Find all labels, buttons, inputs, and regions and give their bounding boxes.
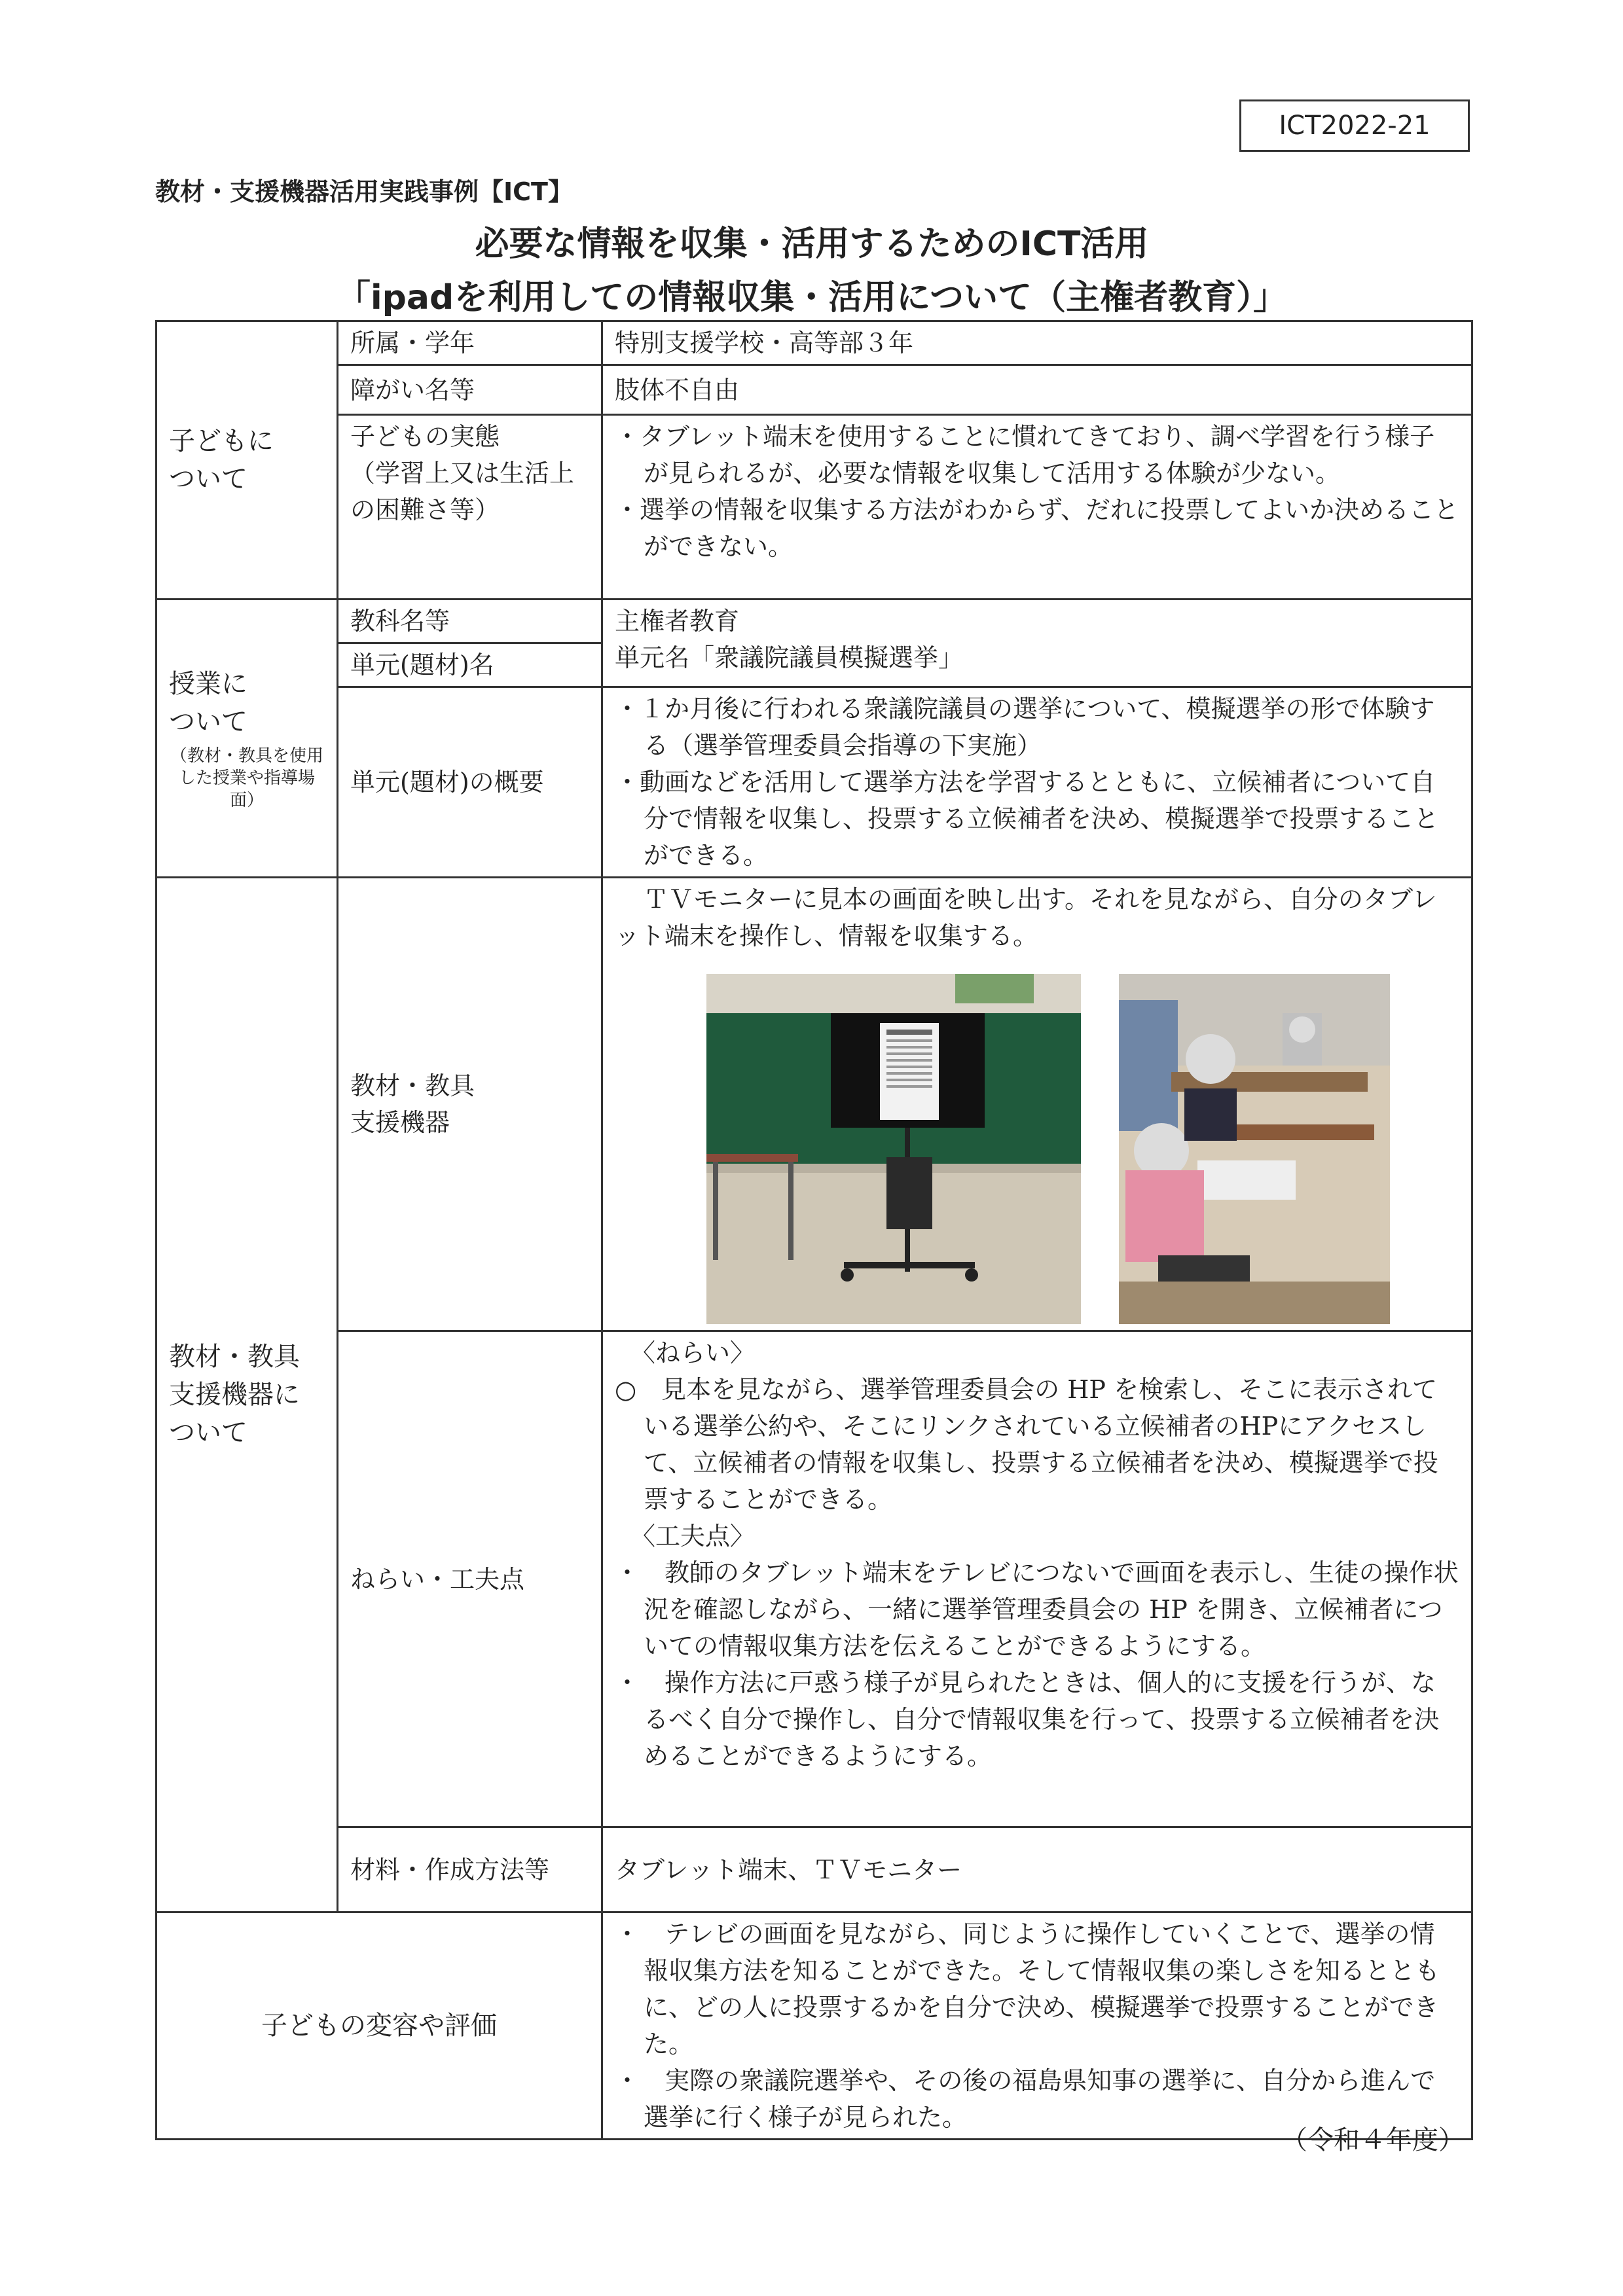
- aims-item: ○ 見本を見ながら、選挙管理委員会の HP を検索し、そこに表示されている選挙公約や、そこにリンクされている立候補者のHPにアクセスして、立候補者の情報を収集し、投票する立候補者を決め、模擬選挙で投票することができる。: [615, 1375, 1438, 1514]
- evaluation-header: [156, 1912, 602, 2140]
- page-title: 必要な情報を収集・活用するためのICT活用: [475, 224, 1149, 264]
- students-tablets-photo: [1119, 974, 1390, 1324]
- classroom-tv-image: [706, 974, 1081, 1324]
- state-item: ・タブレット端末を使用することに慣れてきており、調べ学習を行う様子が見られるが、必要な情報を収集して活用する体験が少ない。: [615, 422, 1435, 488]
- affiliation-value: 特別支援学校・高等部３年: [602, 321, 1472, 365]
- photo-area: [615, 954, 1459, 1327]
- practice-table: [155, 320, 1473, 2140]
- students-tablets-image: [1119, 974, 1390, 1324]
- category-heading: 教材・支援機器活用実践事例【ICT】: [155, 177, 573, 206]
- unit-label: 単元(題材)名: [338, 643, 602, 687]
- evaluation-item: ・ テレビの画面を見ながら、同じように操作していくことで、選挙の情報収集方法を知ることができた。そして情報収集の楽しさを知るとともに、どの人に投票するかを自分で決め、模擬選挙で投票することができた。: [615, 1920, 1440, 2058]
- state-label: [338, 415, 602, 600]
- disability-label: 障がい名等: [338, 365, 602, 415]
- tools-label: [338, 878, 602, 1331]
- tools-value: [602, 878, 1472, 1331]
- subject-value: 主権者教育: [615, 607, 740, 636]
- disability-value: 肢体不自由: [602, 365, 1472, 415]
- lesson-section-title: 授業に ついて: [169, 669, 247, 737]
- overview-label: 単元(題材)の概要: [338, 687, 602, 878]
- subject-unit-value: [602, 600, 1472, 687]
- unit-value: 単元名「衆議院議員模擬選挙」: [615, 643, 964, 672]
- classroom-tv-photo: [706, 974, 1081, 1324]
- lesson-section-note: （教材・教具を使用した授業や指導場面）: [170, 746, 323, 810]
- aims-label: ねらい・工夫点: [338, 1331, 602, 1827]
- overview-item: ・動画などを活用して選挙方法を学習するとともに、立候補者について自分で情報を収集し、投票する立候補者を決め、模擬選挙で投票することができる。: [615, 768, 1439, 870]
- evaluation-value: [602, 1912, 1472, 2140]
- page-subtitle: 「ipadを利用しての情報収集・活用について（主権者教育）」: [336, 278, 1288, 317]
- child-section-header: [156, 321, 338, 600]
- fiscal-year: （令和４年度）: [1281, 2125, 1465, 2155]
- materials-section-header: [156, 878, 338, 1912]
- lesson-section-header: [156, 600, 338, 878]
- document-id-box: ICT2022-21: [1239, 99, 1470, 152]
- material-label: 材料・作成方法等: [338, 1827, 602, 1912]
- ideas-item: ・ 教師のタブレット端末をテレビにつないで画面を表示し、生徒の操作状況を確認しながら、一緒に選挙管理委員会の HP を開き、立候補者についての情報収集方法を伝えることができるようにする。: [615, 1558, 1459, 1660]
- aims-value: [602, 1331, 1472, 1827]
- evaluation-title: 子どもの変容や評価: [261, 2011, 497, 2041]
- material-value: タブレット端末、ＴＶモニター: [602, 1827, 1472, 1912]
- aims-heading: 〈ねらい〉: [630, 1338, 756, 1367]
- evaluation-item: ・ 実際の衆議院選挙や、その後の福島県知事の選挙に、自分から進んで選挙に行く様子が見られた。: [615, 2066, 1436, 2132]
- child-section-title: 子どもに ついて: [169, 426, 274, 494]
- overview-item: ・１か月後に行われる衆議院議員の選挙について、模擬選挙の形で体験する（選挙管理委員会指導の下実施）: [615, 694, 1435, 760]
- state-label-text: 子どもの実態 （学習上又は生活上の困難さ等）: [350, 422, 575, 524]
- tools-label-text: 教材・教具 支援機器: [350, 1071, 475, 1137]
- affiliation-label: 所属・学年: [338, 321, 602, 365]
- overview-value: [602, 687, 1472, 878]
- ideas-item: ・ 操作方法に戸惑う様子が見られたときは、個人的に支援を行うが、なるべく自分で操作し、自分で情報収集を行って、投票する立候補者を決めることができるようにする。: [615, 1668, 1440, 1770]
- tools-text: ＴＶモニターに見本の画面を映し出す。それを見ながら、自分のタブレット端末を操作し、情報を収集する。: [615, 885, 1437, 950]
- materials-section-title: 教材・教具 支援機器に ついて: [169, 1342, 300, 1448]
- state-item: ・選挙の情報を収集する方法がわからず、だれに投票してよいか決めることができない。: [615, 495, 1459, 561]
- subject-label: 教科名等: [338, 600, 602, 643]
- ideas-heading: 〈工夫点〉: [630, 1522, 756, 1551]
- state-value: [602, 415, 1472, 600]
